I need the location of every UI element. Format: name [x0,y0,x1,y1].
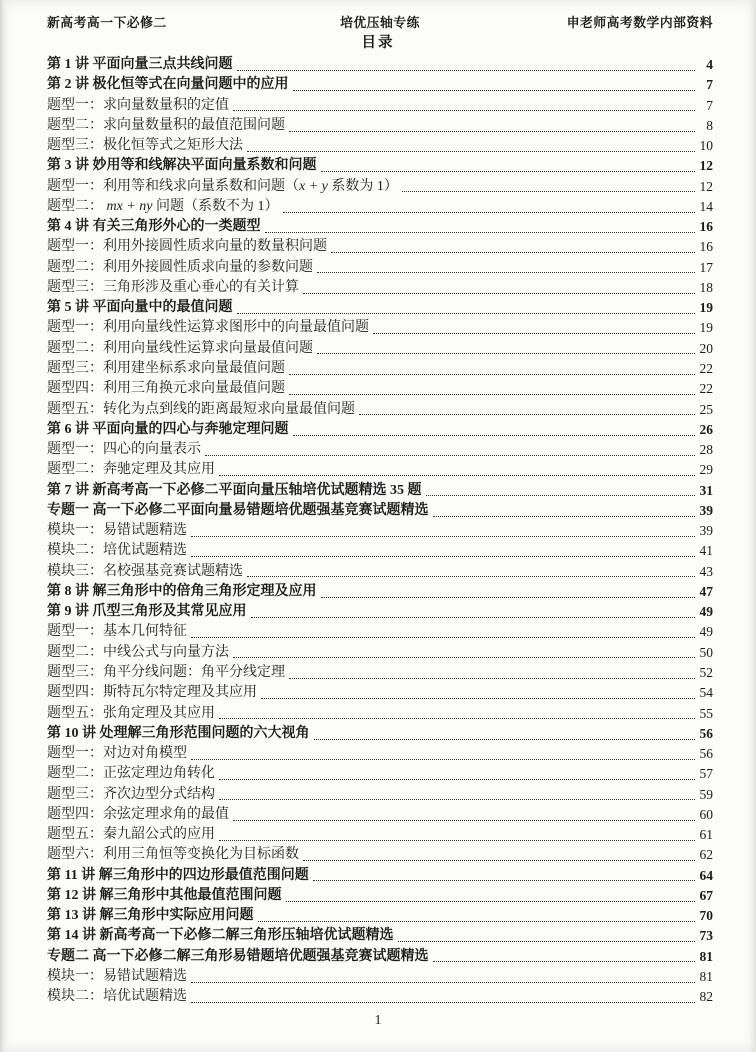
toc-page-number: 67 [699,887,713,903]
toc-entry-title: 题型二：正弦定理边角转化 [47,766,215,782]
toc-entry-title: 第 14 讲 新高考高一下必修二解三角形压轴培优试题精选 [47,928,394,944]
toc-dots-leader [219,840,695,841]
toc-row [47,258,713,278]
toc-row [47,987,713,1007]
toc-dots-leader [247,151,695,152]
toc-row [47,96,713,116]
toc-row [47,481,713,501]
scan-edge-artifact-right [750,0,756,1052]
toc-dots-leader [219,475,695,476]
scan-edge-artifact-left [0,0,8,1052]
toc-entry-title: 题型一：利用等和线求向量系数和问题（x + y 系数为 1） [47,178,398,194]
toc-dots-leader [251,617,696,618]
toc-dots-leader [219,779,695,780]
toc-row [47,501,713,521]
header-source-label: 申老师高考数学内部资料 [566,16,713,30]
toc-dots-leader [289,131,695,132]
toc-entry-title: 题型三：角平分线问题：角平分线定理 [47,664,285,680]
toc-page-number: 50 [699,644,713,660]
toc-row [47,420,713,440]
toc-row [47,562,713,582]
toc-dots-leader [331,252,695,253]
toc-row [47,116,713,136]
toc-row [47,55,713,75]
toc-entry-title: 第 2 讲 极化恒等式在向量问题中的应用 [47,77,289,93]
toc-row [47,947,713,967]
toc-dots-leader [237,70,696,71]
toc-row [47,724,713,744]
toc-entry-title: 模块一：易错试题精选 [47,968,187,984]
toc-entry-title: 题型二：中线公式与向量方法 [47,644,229,660]
toc-dots-leader [289,678,695,679]
toc-dots-leader [237,313,696,314]
toc-dots-leader [191,637,695,638]
toc-page-number: 19 [699,320,713,336]
toc-row [47,643,713,663]
toc-entry-title: 题型六：利用三角恒等变换化为目标函数 [47,847,299,863]
toc-entry-title: 题型二： mx + ny 问题（系数不为 1） [47,198,279,214]
toc-page-number: 10 [699,138,713,154]
toc-dots-leader [233,820,695,821]
toc-entry-title: 题型四：斯特瓦尔特定理及其应用 [47,685,257,701]
toc-page-number: 54 [699,685,713,701]
toc-page-number: 64 [699,867,713,883]
toc-dots-leader [373,333,695,334]
toc-dots-leader [398,941,696,942]
toc-row [47,339,713,359]
toc-row [47,845,713,865]
toc-entry-title: 题型一：对边对角模型 [47,746,187,762]
toc-heading: 目录 [361,35,395,51]
toc-entry-title: 模块一：易错试题精选 [47,523,187,539]
toc-page-number: 22 [699,360,713,376]
toc-page-number: 70 [699,908,713,924]
toc-row [47,278,713,298]
toc-dots-leader [426,495,696,496]
toc-entry-title: 第 3 讲 妙用等和线解决平面向量系数和问题 [47,158,317,174]
toc-entry-title: 第 4 讲 有关三角形外心的一类题型 [47,219,261,235]
toc-page-number: 12 [699,178,713,194]
page-header [47,12,713,30]
toc-dots-leader [286,901,696,902]
toc-row [47,744,713,764]
toc-row [47,683,713,703]
toc-row [47,440,713,460]
toc-page-number: 41 [699,543,713,559]
toc-row [47,805,713,825]
toc-page-number: 61 [699,827,713,843]
header-course-label: 新高考高一下必修二 [47,16,167,30]
toc-entry-title: 第 1 讲 平面向量三点共线问题 [47,57,233,72]
toc-page-number: 22 [699,381,713,397]
toc-dots-leader [313,880,695,881]
toc-page-number: 56 [699,725,713,741]
toc-dots-leader [191,556,695,557]
toc-entry-title: 第 9 讲 爪型三角形及其常见应用 [47,604,247,620]
toc-row [47,785,713,805]
toc-dots-leader [233,110,695,111]
toc-page-number: 52 [699,664,713,680]
toc-entry-title: 题型四：利用三角换元求向量最值问题 [47,381,285,397]
toc-row [47,825,713,845]
toc-page-number: 16 [699,239,713,255]
toc-dots-leader [317,353,695,354]
toc-page-number: 49 [699,604,713,620]
toc-row [47,967,713,987]
toc-page-number: 82 [699,989,713,1005]
toc-entry-title: 第 7 讲 新高考高一下必修二平面向量压轴培优试题精选 35 题 [47,482,422,498]
toc-page-number: 49 [699,624,713,640]
toc-dots-leader [261,698,695,699]
toc-entry-title: 第 5 讲 平面向量中的最值问题 [47,300,233,316]
toc-entry-title: 专题一 高一下必修二平面向量易错题培优题强基竞赛试题精选 [47,502,429,518]
toc-entry-title: 题型三：三角形涉及重心垂心的有关计算 [47,279,299,295]
toc-dots-leader [314,739,696,740]
footer-page-number: 1 [374,1012,382,1027]
toc-row [47,318,713,338]
toc-entry-title: 第 10 讲 处理解三角形范围问题的六大视角 [47,725,310,741]
math-expression: mx + ny [106,198,153,214]
toc-page-number: 7 [706,77,713,93]
toc-entry-title: 题型一：四心的向量表示 [47,442,201,458]
toc-page-number: 81 [699,948,713,964]
toc-row [47,582,713,602]
toc-entry-title: 题型二：利用向量线性运算求向量最值问题 [47,340,313,356]
toc-dots-leader [258,921,696,922]
toc-row [47,156,713,176]
toc-dots-leader [219,718,695,719]
toc-dots-leader [289,374,695,375]
toc-entry-title: 专题二 高一下必修二解三角形易错题培优题强基竞赛试题精选 [47,948,429,964]
toc-dots-leader [219,799,695,800]
toc-page-number: 16 [699,219,713,235]
toc-dots-leader [303,860,695,861]
toc-dots-leader [205,455,695,456]
toc-page-number: 4 [706,57,713,72]
toc-row [47,136,713,156]
toc-entry-title: 题型三：齐次边型分式结构 [47,786,215,802]
toc-row [47,866,713,886]
toc-page-number: 56 [699,746,713,762]
toc-dots-leader [191,759,695,760]
toc-entry-title: 题型四：余弦定理求角的最值 [47,806,229,822]
toc-row [47,663,713,683]
toc-page-number: 17 [699,259,713,275]
toc-entry-title: 第 8 讲 解三角形中的倍角三角形定理及应用 [47,583,317,599]
toc-page-number: 25 [699,401,713,417]
toc-entry-title: 第 12 讲 解三角形中其他最值范围问题 [47,887,282,903]
toc-list [47,55,713,1007]
toc-dots-leader [191,536,695,537]
toc-row [47,237,713,257]
header-series-label: 培优压轴专练 [340,16,420,30]
toc-row [47,622,713,642]
toc-entry-title: 题型五：秦九韶公式的应用 [47,827,215,843]
toc-entry-title: 题型一：基本几何特征 [47,624,187,640]
toc-entry-title: 题型二：奔驰定理及其应用 [47,462,215,478]
toc-row [47,521,713,541]
toc-entry-title: 模块三：名校强基竞赛试题精选 [47,563,243,579]
toc-dots-leader [433,516,696,517]
toc-page-number: 73 [699,928,713,944]
toc-page-number: 39 [699,523,713,539]
toc-dots-leader [317,272,695,273]
toc-dots-leader [233,657,695,658]
toc-dots-leader [303,293,695,294]
toc-entry-title: 第 13 讲 解三角形中实际应用问题 [47,908,254,924]
toc-page-number: 47 [699,583,713,599]
toc-page-number: 39 [699,502,713,518]
toc-page-number: 57 [699,766,713,782]
toc-entry-title: 题型一：利用向量线性运算求图形中的向量最值问题 [47,320,369,336]
toc-entry-title: 模块二：培优试题精选 [47,543,187,559]
toc-row [47,298,713,318]
toc-row [47,764,713,784]
toc-row [47,217,713,237]
toc-page-number: 31 [699,482,713,498]
toc-row [47,177,713,197]
toc-page-number: 43 [699,563,713,579]
toc-entry-title: 题型三：利用建坐标系求向量最值问题 [47,360,285,376]
toc-page-number: 26 [699,421,713,437]
toc-row [47,926,713,946]
toc-dots-leader [289,394,695,395]
toc-row [47,460,713,480]
toc-dots-leader [293,90,696,91]
toc-page-number: 8 [706,117,713,133]
toc-row [47,906,713,926]
math-expression: x + y [299,178,328,194]
toc-row [47,886,713,906]
toc-entry-title: 题型五：转化为点到线的距离最短求向量最值问题 [47,401,355,417]
toc-dots-leader [402,191,695,192]
toc-dots-leader [433,961,696,962]
toc-row [47,602,713,622]
toc-row [47,379,713,399]
toc-page-number: 18 [699,279,713,295]
toc-page-number: 62 [699,847,713,863]
toc-entry-title: 模块二：培优试题精选 [47,989,187,1005]
toc-dots-leader [247,576,695,577]
toc-dots-leader [265,232,696,233]
toc-dots-leader [283,212,696,213]
toc-page-number: 12 [699,158,713,174]
toc-row [47,400,713,420]
toc-row [47,541,713,561]
toc-page-number: 7 [706,97,713,113]
toc-dots-leader [321,171,696,172]
toc-row [47,197,713,217]
toc-dots-leader [191,982,695,983]
toc-page-number: 28 [699,442,713,458]
toc-dots-leader [359,414,695,415]
toc-row [47,704,713,724]
toc-entry-title: 第 6 讲 平面向量的四心与奔驰定理问题 [47,421,289,437]
toc-page-number: 14 [699,198,713,214]
toc-page-number: 20 [699,340,713,356]
toc-entry-title: 题型一：利用外接圆性质求向量的数量积问题 [47,239,327,255]
toc-row [47,75,713,95]
toc-entry-title: 题型五：张角定理及其应用 [47,705,215,721]
toc-dots-leader [293,435,696,436]
toc-page-number: 81 [699,968,713,984]
toc-page-number: 29 [699,462,713,478]
toc-dots-leader [321,597,696,598]
toc-page-number: 59 [699,786,713,802]
toc-dots-leader [191,1002,695,1003]
toc-entry-title: 题型二：利用外接圆性质求向量的参数问题 [47,259,313,275]
toc-entry-title: 题型一：求向量数量积的定值 [47,97,229,113]
toc-row [47,359,713,379]
toc-page-number: 55 [699,705,713,721]
toc-entry-title: 题型三：极化恒等式之矩形大法 [47,138,243,154]
toc-entry-title: 题型二：求向量数量积的最值范围问题 [47,117,285,133]
toc-page-number: 19 [699,300,713,316]
toc-entry-title: 第 11 讲 解三角形中的四边形最值范围问题 [47,867,309,883]
toc-page-number: 60 [699,806,713,822]
